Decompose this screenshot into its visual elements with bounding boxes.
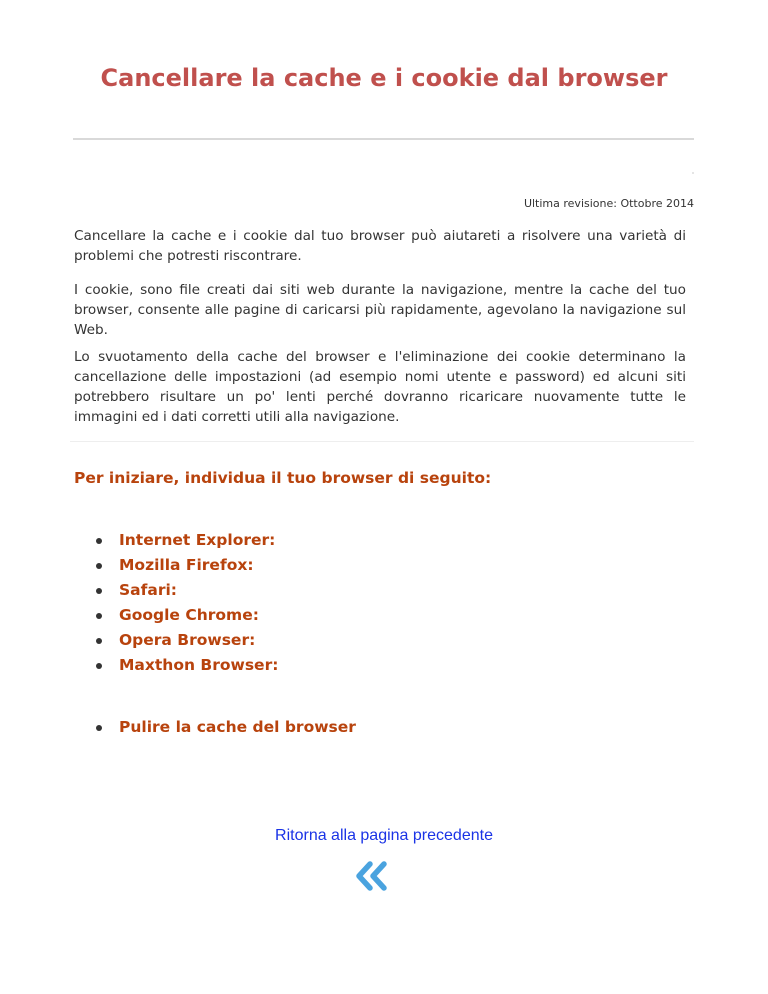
browser-link-label[interactable]: Internet Explorer: [119,531,276,549]
clear-cache-label[interactable]: Pulire la cache del browser [119,718,356,736]
bullet [96,638,102,644]
bullet [96,613,102,619]
browser-link-maxthon[interactable] [92,653,278,678]
page-title: Cancellare la cache e i cookie dal browser [100,64,668,92]
browser-link-internet-explorer[interactable] [92,528,278,553]
back-link[interactable]: Ritorna alla pagina precedente [275,827,493,844]
intro-paragraph: Cancellare la cache e i cookie dal tuo browser può aiutareti a risolvere una varietà di problemi che potresti riscontrare. [74,228,686,264]
browser-link-mozilla-firefox[interactable] [92,553,278,578]
browser-link-label[interactable]: Mozilla Firefox: [119,556,254,574]
cache-list [92,715,356,740]
cache-paragraph: Lo svuotamento della cache del browser e l'eliminazione dei cookie determinano la cancellazione delle impostazioni (ad esempio nomi utente e password) ed alcuni siti potrebbero risultare un po' lenti perché dovranno ricaricare nuovamente tutte le immagini ed i dati corretti utili alla navigazione. [74,349,686,425]
decorative-dot [692,172,694,174]
double-chevron-left-icon[interactable] [354,860,390,892]
browser-link-opera[interactable] [92,628,278,653]
bullet [96,588,102,594]
browser-link-label[interactable]: Opera Browser: [119,631,256,649]
browser-link-label[interactable]: Maxthon Browser: [119,656,279,674]
content-divider [70,441,694,442]
bullet [96,725,102,731]
browser-link-label[interactable]: Safari: [119,581,177,599]
bullet [96,663,102,669]
bullet [96,563,102,569]
browser-list [92,528,278,678]
bullet [96,538,102,544]
title-divider [73,138,694,140]
cookie-paragraph: I cookie, sono file creati dai siti web durante la navigazione, mentre la cache del tuo browser, consente alle pagine di caricarsi più rapidamente, agevolano la navigazione sul Web. [74,282,686,338]
revision-date: Ultima revisione: Ottobre 2014 [523,197,694,210]
clear-cache-link[interactable] [92,715,356,740]
browser-link-label[interactable]: Google Chrome: [119,606,259,624]
browser-link-google-chrome[interactable] [92,603,278,628]
browser-section-heading: Per iniziare, individua il tuo browser di seguito: [74,469,492,487]
browser-link-safari[interactable] [92,578,278,603]
